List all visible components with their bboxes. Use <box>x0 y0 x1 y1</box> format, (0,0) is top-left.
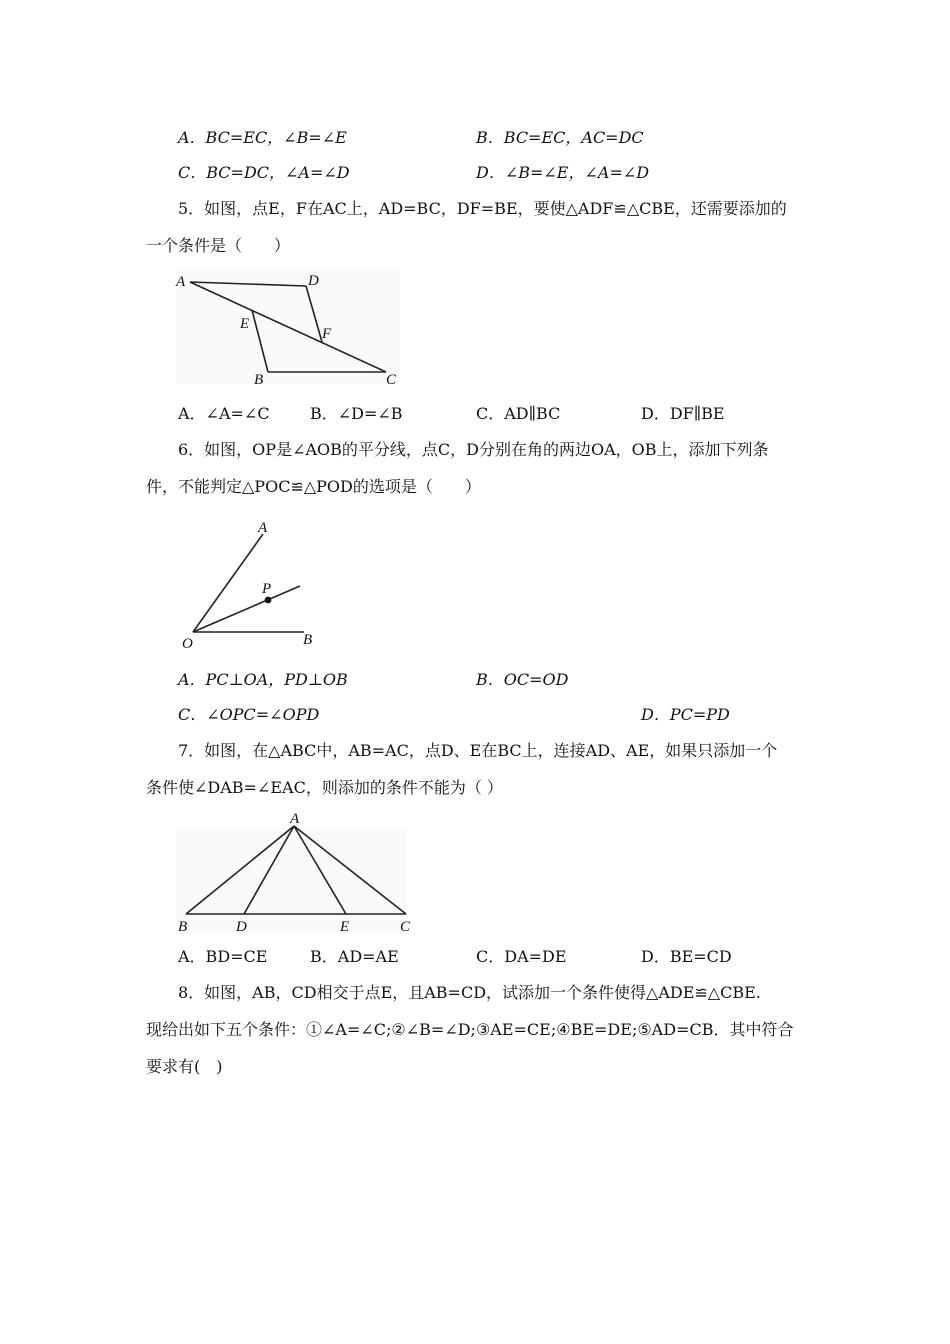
q7-stem-line1: 7．如图，在△ABC中，AB=AC，点D、E在BC上，连接AD、AE，如果只添加一个 <box>178 741 778 760</box>
label-d: D <box>308 273 319 289</box>
label-b: B <box>178 919 188 935</box>
q7-option-d: D．BE=CD <box>641 947 732 966</box>
q8-stem-line2: 现给出如下五个条件：①∠A=∠C;②∠B=∠D;③AE=CE;④BE=DE;⑤AD=CB．其中符合 <box>146 1020 794 1039</box>
q7-figure-background <box>176 828 406 934</box>
q7-option-b: B．AD=AE <box>310 947 399 966</box>
q4-option-c: C．BC=DC，∠A=∠D <box>178 163 350 182</box>
q4-option-a: A．BC=EC，∠B=∠E <box>178 128 347 147</box>
q6-stem-line2: 件，不能判定△POC≌△POD的选项是（ ） <box>146 477 481 496</box>
q5-option-a: A．∠A=∠C <box>178 404 270 423</box>
point-p <box>265 597 272 604</box>
q6-stem-line1: 6．如图，OP是∠AOB的平分线，点C，D分别在角的两边OA，OB上，添加下列条 <box>178 440 769 459</box>
label-b: B <box>303 632 313 648</box>
q5-stem-line1: 5．如图，点E，F在AC上，AD=BC，DF=BE，要使△ADF≌△CBE，还需要添加的 <box>178 199 787 218</box>
label-p: P <box>262 581 272 597</box>
label-e: E <box>340 919 350 935</box>
q6-figure <box>176 516 326 650</box>
label-a: A <box>290 811 300 827</box>
q8-stem-line1: 8．如图，AB，CD相交于点E，且AB=CD，试添加一个条件使得△ADE≌△CBE. <box>178 983 761 1002</box>
q4-option-d: D．∠B=∠E，∠A=∠D <box>476 163 650 182</box>
label-o: O <box>182 636 193 652</box>
q7-option-c: C．DA=DE <box>476 947 567 966</box>
label-a: A <box>258 520 268 536</box>
q7-option-a: A．BD=CE <box>178 947 268 966</box>
q6-option-a: A．PC⊥OA，PD⊥OB <box>178 670 348 689</box>
q5-option-d: D．DF∥BE <box>641 404 725 423</box>
q5-option-c: C．AD∥BC <box>476 404 561 423</box>
q7-figure <box>174 808 418 936</box>
q5-stem-line2: 一个条件是（ ） <box>146 236 291 255</box>
label-b: B <box>254 372 264 388</box>
label-c: C <box>386 372 397 388</box>
q4-option-b: B．BC=EC，AC=DC <box>476 128 644 147</box>
label-c: C <box>400 919 411 935</box>
q6-option-b: B．OC=OD <box>476 670 569 689</box>
q6-option-c: C．∠OPC=∠OPD <box>178 705 320 724</box>
q6-option-d: D．PC=PD <box>641 705 730 724</box>
label-a: A <box>176 274 186 290</box>
q5-option-b: B．∠D=∠B <box>310 404 403 423</box>
q7-stem-line2: 条件使∠DAB=∠EAC，则添加的条件不能为（ ） <box>146 778 503 797</box>
label-f: F <box>322 326 332 342</box>
label-d: D <box>236 919 247 935</box>
q5-figure <box>176 268 406 386</box>
label-e: E <box>240 316 250 332</box>
q8-stem-line3: 要求有( ) <box>146 1057 223 1076</box>
